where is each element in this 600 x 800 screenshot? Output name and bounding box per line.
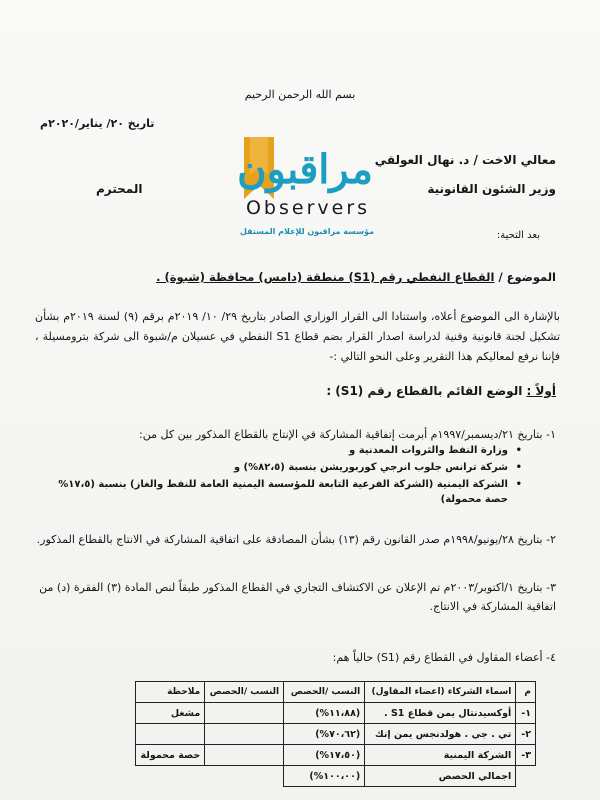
table-header-cell: النسب /الحصص xyxy=(205,682,284,703)
section-heading-text: الوضع القائم بالقطاع رقم (S1) : xyxy=(326,384,523,398)
greeting: بعد التحية: xyxy=(496,230,540,241)
table-header-cell: م xyxy=(516,682,536,703)
basmala: بسم الله الرحمن الرحيم xyxy=(244,88,356,101)
subject-line xyxy=(156,270,556,284)
table-blank-cell xyxy=(136,766,205,787)
table-blank-cell xyxy=(205,766,284,787)
observers-watermark-logo xyxy=(236,133,378,251)
table-cell: الشركة اليمنية xyxy=(365,745,516,766)
list-item-2: ٢- بتاريخ ٢٨/يونيو/١٩٩٨م صدر القانون رقم (١٣) بشأن المصادقة على اتفاقية المشاركة في الانتاج بالقطاع المذكور. xyxy=(36,533,556,546)
table-header-cell: اسماء الشركاء (اعضاء المقاول) xyxy=(365,682,516,703)
table-cell xyxy=(205,745,284,766)
subject-label: الموضوع / xyxy=(498,270,556,284)
table-cell: ٣- xyxy=(516,745,536,766)
table-total-value: (١٠٠،٠٠%) xyxy=(284,766,365,787)
table-header-row xyxy=(136,682,536,703)
table-row xyxy=(136,745,536,766)
table-cell: ٢- xyxy=(516,724,536,745)
table-header-cell: النسب /الحصص xyxy=(284,682,365,703)
table-cell: تي . جي . هولدنجس يمن إنك xyxy=(365,724,516,745)
list-item-1: ١- بتاريخ ٢١/ديسمبر/١٩٩٧م أبرمت إتفاقية المشاركة في الإنتاج بالقطاع المذكور بين كل من: xyxy=(139,428,556,441)
partners-table xyxy=(135,681,536,787)
table-row xyxy=(136,724,536,745)
table-cell: أوكسيدنتال يمن قطاع S1 . xyxy=(365,703,516,724)
bullet-item: • وزارة النفط والثروات المعدنية و xyxy=(42,443,522,458)
bullet-item: • شركة ترانس جلوب انرجي كوربوريشن بنسبة (٨٢،٥%) و xyxy=(42,460,522,475)
table-cell: ١- xyxy=(516,703,536,724)
table-cell xyxy=(205,724,284,745)
subject-text: القطاع النفطي رقم (S1) منطقة (دامس) محافظة (شبوة) . xyxy=(156,270,495,284)
salutation-respected: المحترم xyxy=(96,182,143,196)
recipient-name: معالي الاخت / د. نهال العولقي xyxy=(374,153,556,167)
table-cell: (١٧،٥٠%) xyxy=(284,745,365,766)
table-cell xyxy=(136,724,205,745)
bullet-item: • الشركة اليمنية (الشركة الفرعية التابعة للمؤسسة اليمنية العامة للنفط والغاز) بنسبة (١٧،٥% حصة محمولة) xyxy=(42,477,522,507)
list-item-3: ٣- بتاريخ ١/اكتوبر/٢٠٠٣م تم الإعلان عن الاكتشاف التجاري في القطاع المذكور طبقاً لنص المادة (٣) الفقرة (د) من اتفاقية المشاركة في الانتاج. xyxy=(39,581,556,613)
logo-tagline: مؤسسة مراقبون للإعلام المستقل xyxy=(239,227,375,236)
list-item-4: ٤- أعضاء المقاول في القطاع رقم (S1) حالياً هم: xyxy=(332,651,556,664)
table-cell: (٧٠،٦٢%) xyxy=(284,724,365,745)
table-cell: (١١،٨٨%) xyxy=(284,703,365,724)
table-cell: حصة محمولة xyxy=(136,745,205,766)
logo-arabic-name: مراقبون xyxy=(237,146,373,193)
table-total-label: اجمالي الحصص xyxy=(365,766,516,787)
table-cell: مشغل xyxy=(136,703,205,724)
table-total-row xyxy=(136,766,536,787)
logo-english-name: Observers xyxy=(245,197,371,219)
intro-paragraph: بالإشارة الى الموضوع أعلاه، واستنادا الى القرار الوزاري الصادر بتاريخ ٢٩/ ١٠/ ٢٠١٩م برقم (٩) لسنة ٢٠١٩م بشأن تشكيل لجنة قانونية وفنية لدراسة اصدار القرار بضم قطاع S1 النفطي في عسيلان م/شبوة الى شركة بترومسيلة ، فإننا نرفع لمعاليكم هذا التقرير وعلى النحو التالي :- xyxy=(35,310,561,363)
table-row xyxy=(136,703,536,724)
letter-date: تاريخ ٢٠/ يناير/٢٠٢٠م xyxy=(40,117,155,130)
table-header-cell: ملاحظة xyxy=(136,682,205,703)
recipient-title: وزير الشئون القانونية xyxy=(427,182,556,196)
section-heading xyxy=(326,384,556,398)
table-blank-cell xyxy=(516,766,536,787)
parties-bullet-list xyxy=(42,443,522,509)
section-heading-prefix: أولاً : xyxy=(526,384,556,398)
table-cell xyxy=(205,703,284,724)
